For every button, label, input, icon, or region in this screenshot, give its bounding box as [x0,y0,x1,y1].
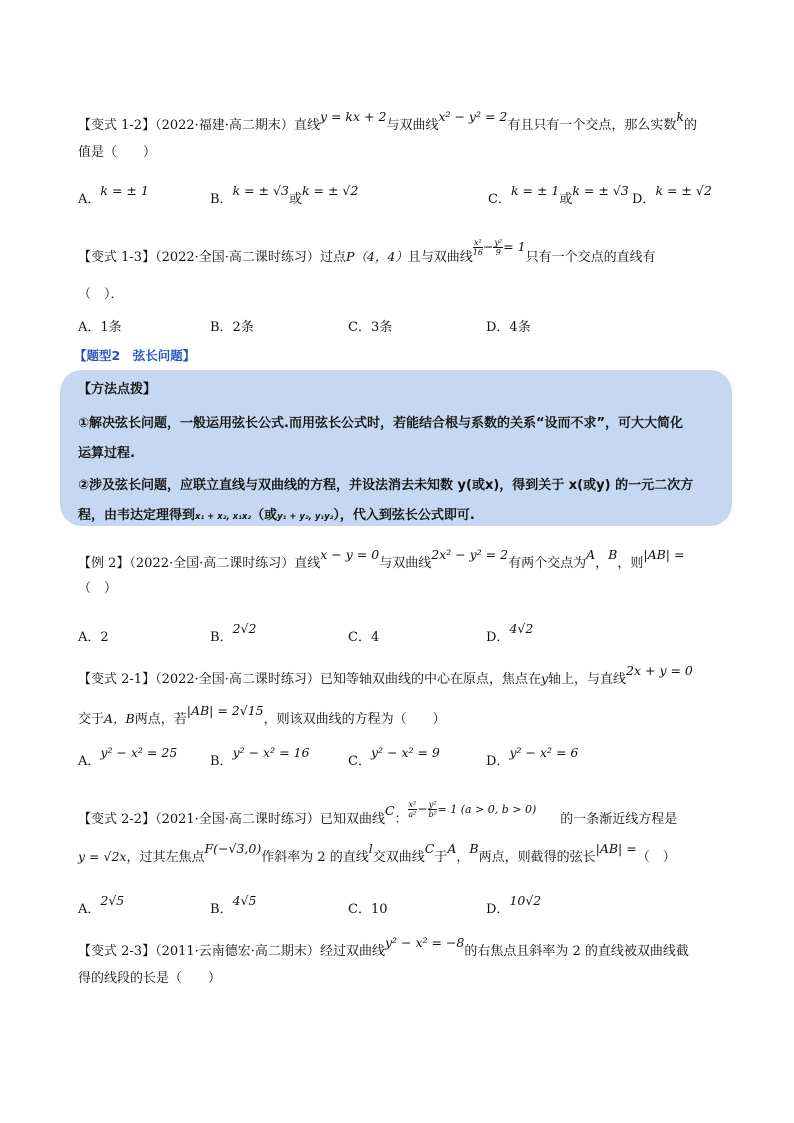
option-label: A． [78,192,101,207]
question-v1-2 [78,109,697,137]
option-math: 4√5 [232,893,257,908]
question-v2-2-line2 [78,841,676,869]
math-point-a: A [586,547,596,562]
section-heading: 【题型2 弦长问题】 [74,348,196,363]
question-text: 于 [434,850,448,865]
option-math: 2√5 [100,893,125,908]
question-label: 【变式 2-2】 [78,812,156,827]
math-hyperbola-equation: x² − y² = 2 [438,109,508,124]
option-math: k = ± √3 [572,183,629,198]
math-variable-k: k [676,109,684,124]
question-text: 交于 [78,712,105,727]
question-v2-3-line2: 得的线段的长是（ ） [78,971,222,986]
question-text: 有两个交点为 [508,556,587,571]
option-label: A． [78,754,101,769]
math-curve-c: C [384,803,395,818]
question-ex-2-line2: （ ） [78,581,118,596]
question-text: 的右焦点且斜率为 2 的直线被双曲线截 [464,944,689,959]
math-hyperbola-equation [473,240,526,255]
question-text: 有且只有一个交点，那么实数 [507,118,677,133]
question-source: （2021·全国·高二课时练习） [155,812,320,827]
option-math: k = ± √2 [655,183,712,198]
math-focus-point: F(−√3,0) [204,841,262,856]
method-line-2: 运算过程. [78,446,135,461]
option-label: A． [78,902,101,917]
question-v1-3 [78,238,656,269]
option-label: B． [210,192,233,207]
question-label: 【变式 1-3】 [78,250,156,265]
math-hyperbola-equation: y² − x² = −8 [384,935,465,950]
option-label: B． [210,902,233,917]
option-label: D． [486,902,510,917]
method-line-3: ②涉及弦长问题，应联立直线与双曲线的方程，并设法消去未知数 y(或x)，得到关于 x(或y) 的一元二次方 [78,478,694,493]
option-math: k = ± 1 [510,183,560,198]
question-v2-2 [78,800,678,831]
option-label: D． [486,630,510,645]
option-c: C．10 [348,902,388,917]
question-text: 直线 [294,556,321,571]
math-point: P（4，4） [345,249,408,264]
option-b [210,183,359,207]
fraction-numerator: x² [408,800,417,809]
question-source: （2022·全国·高二课时练习） [155,250,320,265]
option-math: k = ± √3 [232,183,289,198]
math-equation-rest: = 1 [503,239,526,254]
question-source: （2022·福建·高二期末） [155,118,294,133]
option-math: y² − x² = 6 [509,745,579,760]
method-line-4 [78,504,475,523]
option-or: 或 [559,192,573,207]
math-hyperbola-equation: 2x² − y² = 2 [431,547,509,562]
question-label: 【例 2】 [78,556,130,571]
math-equation-rest: = 1 (a > 0, b > 0) [437,803,537,816]
fraction-numerator: y² [494,238,503,247]
question-v2-3 [78,935,689,963]
option-a: A．2 [78,630,109,645]
option-or: 或 [288,192,302,207]
option-a [78,183,149,207]
option-math: k = ± 1 [100,183,149,198]
question-text: ，则该双曲线的方程为（ ） [263,712,446,727]
option-label: D． [486,754,510,769]
question-label: 【变式 1-2】 [78,118,156,133]
fraction-denominator: a² [408,810,417,819]
math-chord-length: |AB| = [595,841,637,856]
option-d [632,183,712,207]
math-hyperbola-equation [408,802,537,817]
option-c: C．4 [348,630,380,645]
question-text: 只有一个交点的直线有 [525,250,656,265]
option-math: y² − x² = 9 [370,745,440,760]
question-source: （2022·全国·高二课时练习） [155,672,320,687]
question-v1-2-line2: 值是（ ） [78,145,157,160]
math-asymptote: y = √2x [78,849,127,864]
question-v1-3-line2: （ ）． [78,287,124,302]
math-fraction [473,238,483,257]
question-text: （ ） [636,850,676,865]
math-vieta-x: x₁ + x₂, x₁x₂ [195,512,252,522]
option-c [488,183,629,207]
option-b [210,745,310,769]
option-d: D．4条 [486,320,531,335]
option-a [78,893,125,917]
question-text: ，则 [617,556,644,571]
math-variable-y: y [540,671,549,686]
question-text: 已知等轴双曲线的中心在原点，焦点在 [319,672,541,687]
option-label: B． [210,754,233,769]
option-math: 10√2 [509,893,542,908]
math-line-equation: x − y = 0 [320,547,380,562]
option-math: k = ± √2 [301,183,359,198]
question-source: （2022·全国·高二课时练习） [129,556,295,571]
question-v2-1-line2 [78,703,446,731]
option-d [486,893,542,917]
question-text: 交双曲线 [372,850,425,865]
fraction-denominator: 9 [495,248,501,257]
math-operator: − [482,239,494,254]
question-label: 【变式 2-3】 [78,944,156,959]
math-vieta-y: y₁ + y₂, y₁y₂ [277,512,334,522]
math-chord-length: |AB| = [643,547,685,562]
question-label: 【变式 2-1】 [78,672,156,687]
math-curve-c: C [424,841,435,856]
fraction-denominator: 16 [472,248,483,257]
method-text: 程，由韦达定理得到 [78,508,196,523]
method-line-1: ①解决弦长问题，一般运用弦长公式.而用弦长公式时，若能结合根与系数的关系“设而不求”，可大大简化 [78,416,684,431]
question-text: 已知双曲线 [319,812,385,827]
method-text: ），代入到弦长公式即可. [333,508,475,523]
math-line-l: l [368,841,373,856]
method-text: （或 [251,508,278,523]
option-label: D． [632,192,656,207]
punctuation: ， [456,850,470,865]
math-line-equation: 2x + y = 0 [626,663,693,678]
question-text: 的 [683,118,697,133]
option-label: C． [488,192,511,207]
option-math: y² − x² = 25 [100,745,178,760]
method-box [60,370,732,526]
option-b: B．2条 [210,320,254,335]
question-text: 与双曲线 [379,556,432,571]
question-text: 两点，则截得的弦长 [478,850,596,865]
question-ex-2 [78,547,685,575]
option-a: A．1条 [78,320,122,335]
math-fraction [408,800,418,819]
question-source: （2011·云南德宏·高二期末） [155,944,320,959]
question-text: 两点，若 [134,712,187,727]
option-label: B． [210,630,233,645]
option-d [486,745,579,769]
option-d [486,621,534,645]
option-a [78,745,178,769]
option-c: C．3条 [348,320,393,335]
question-text: 直线 [293,118,320,133]
question-text: 轴上，与直线 [548,672,627,687]
option-label: C． [348,754,371,769]
question-text: 且与双曲线 [407,250,473,265]
option-c [348,745,440,769]
fraction-denominator: b² [428,810,437,819]
math-line-equation: y = kx + 2 [319,109,387,124]
fraction-numerator: x² [474,238,482,247]
math-point-b: B [469,841,479,856]
math-operator: − [417,801,428,816]
math-fraction [493,238,503,257]
option-b [210,893,257,917]
question-text: 与双曲线 [386,118,439,133]
option-math: y² − x² = 16 [232,745,310,760]
method-title: 【方法点拨】 [78,382,157,397]
punctuation: ： [394,812,408,827]
question-v2-1 [78,663,693,691]
option-b [210,621,257,645]
option-math: 2√2 [232,621,257,636]
math-point-a: A [447,841,457,856]
fraction-numerator: y² [428,800,437,809]
punctuation: ， [595,556,609,571]
question-text: ，过其左焦点 [126,850,205,865]
math-chord-length: |AB| = 2√15 [186,703,264,718]
math-points: A，B [104,711,135,726]
option-math: 4√2 [509,621,534,636]
question-text: 过点 [319,250,346,265]
question-text: 的一条渐近线方程是 [560,812,678,827]
question-text: 经过双曲线 [319,944,385,959]
question-text: 作斜率为 2 的直线 [261,850,369,865]
math-point-b: B [608,547,618,562]
